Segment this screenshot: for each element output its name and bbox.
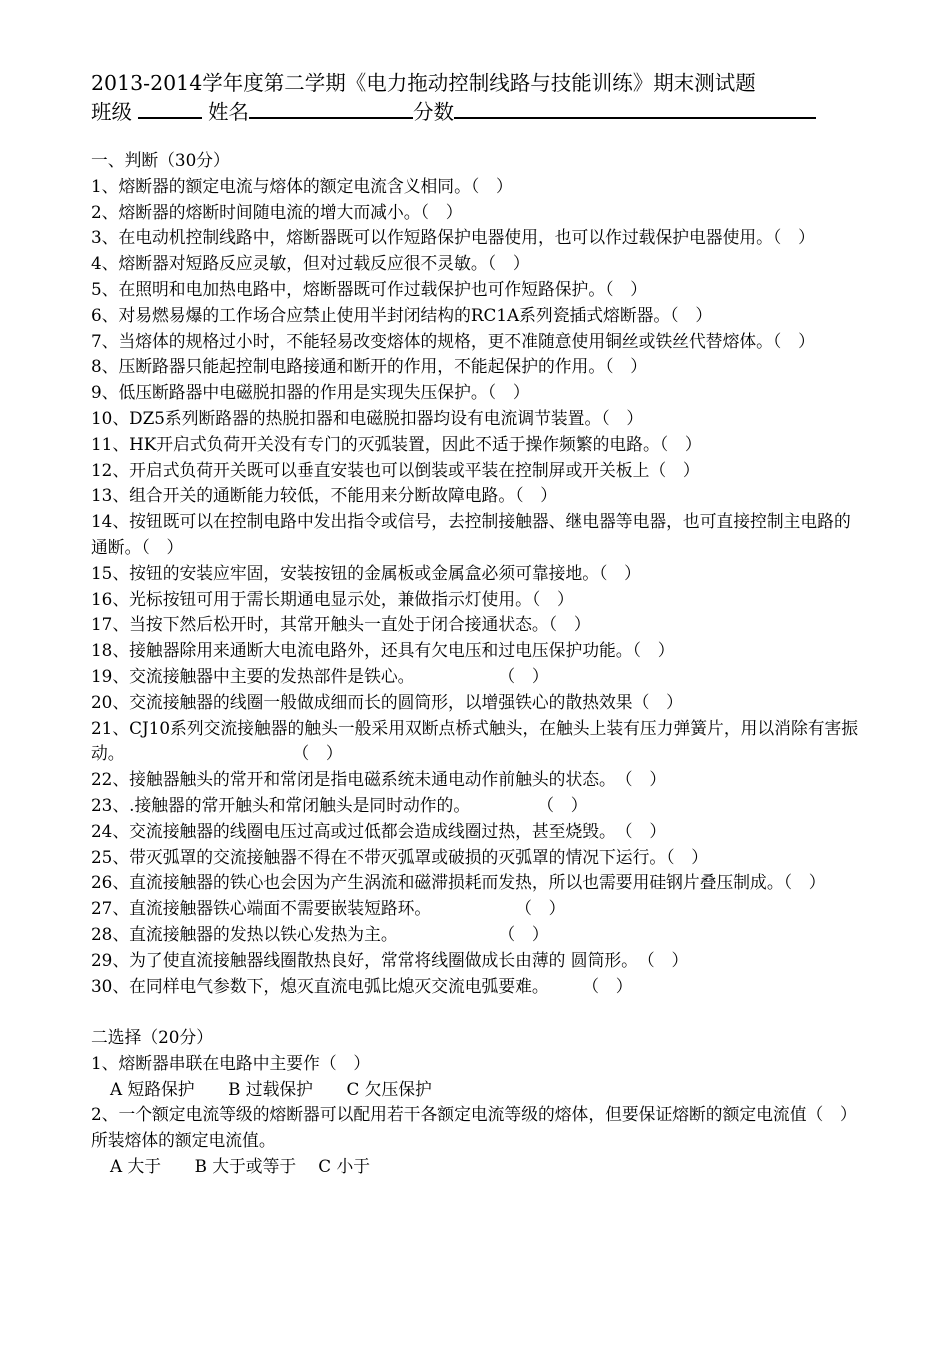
judgment-item: 6、对易燃易爆的工作场合应禁止使用半封闭结构的RC1A系列瓷插式熔断器。（ ） [91,304,713,325]
judgment-item: 9、低压断路器中电磁脱扣器的作用是实现失压保护。（ ） [91,382,530,403]
judgment-item: 16、光标按钮可用于需长期通电显示处，兼做指示灯使用。（ ） [91,588,574,609]
judgment-item: 23、.接触器的常开触头和常闭触头是同时动作的。 （ ） [91,794,588,815]
judgment-item: 14、按钮既可以在控制电路中发出指令或信号，去控制接触器、继电器等电器，也可直接控制主电路的通断。（ ） [91,511,851,557]
judgment-item: 27、直流接触器铁心端面不需要嵌装短路环。 （ ） [91,898,566,919]
judgment-item: 21、CJ10系列交流接触器的触头一般采用双断点桥式触头，在触头上装有压力弹簧片，用以消除有害振动。 （ ） [91,717,859,764]
exam-title: 2013-2014学年度第二学期《电力拖动控制线路与技能训练》期末测试题 [91,71,756,95]
section-heading-judgment: 一、判断（30分） [91,150,230,170]
judgment-item: 10、DZ5系列断路器的热脱扣器和电磁脱扣器均设有电流调节装置。（ ） [91,407,644,428]
judgment-item: 7、当熔体的规格过小时，不能轻易改变熔体的规格，更不准随意使用铜丝或铁丝代替熔体。（ ） [91,330,815,351]
judgment-item: 5、在照明和电加热电路中，熔断器既可作过载保护也可作短路保护。（ ） [91,278,648,299]
judgment-item: 13、组合开关的通断能力较低，不能用来分断故障电路。（ ） [91,485,558,506]
class-blank[interactable] [138,96,202,119]
judgment-item: 15、按钮的安装应牢固，安装按钮的金属板或金属盒必须可靠接地。（ ） [91,562,641,583]
judgment-item: 25、带灭弧罩的交流接触器不得在不带灭弧罩或破损的灭弧罩的情况下运行。（ ） [91,846,709,867]
score-label: 分数 [413,100,454,124]
judgment-item: 28、直流接触器的发热以铁心发热为主。 （ ） [91,923,549,944]
judgment-item: 11、HK开启式负荷开关没有专门的灭弧装置，因此不适于操作频繁的电路。（ ） [91,433,702,454]
judgment-item: 22、接触器触头的常开和常闭是指电磁系统未通电动作前触头的状态。 （ ） [91,769,667,790]
choice-options-1: A 短路保护 B 过载保护 C 欠压保护 [110,1078,432,1099]
exam-header [91,70,871,122]
class-label: 班级 [91,100,132,124]
judgment-item: 1、熔断器的额定电流与熔体的额定电流含义相同。（ ） [91,175,513,196]
choice-options-2: A 大于 B 大于或等于 C 小于 [110,1156,371,1177]
judgment-item: 30、在同样电气参数下，熄灭直流电弧比熄灭交流电弧要难。 （ ） [91,975,633,996]
student-info-line [91,96,871,122]
judgment-item: 3、在电动机控制线路中，熔断器既可以作短路保护电器使用，也可以作过载保护电器使用。（ ） [91,227,815,248]
judgment-item: 24、交流接触器的线圈电压过高或过低都会造成线圈过热，甚至烧毁。 （ ） [91,820,667,841]
judgment-item: 2、熔断器的熔断时间随电流的增大而减小。（ ） [91,201,463,222]
section-spacer [91,999,867,1025]
judgment-item: 18、接触器除用来通断大电流电路外，还具有欠电压和过电压保护功能。（ ） [91,640,675,661]
section-heading-choice: 二选择（20分） [91,1027,214,1048]
name-label: 姓名 [208,100,249,124]
name-blank[interactable] [249,96,413,119]
exam-body [91,148,867,1180]
judgment-item: 4、熔断器对短路反应灵敏，但对过载反应很不灵敏。（ ） [91,253,530,274]
judgment-item: 19、交流接触器中主要的发热部件是铁心。 （ ） [91,665,549,686]
judgment-item: 26、直流接触器的铁心也会因为产生涡流和磁滞损耗而发热，所以也需要用硅钢片叠压制成。（ ） [91,872,826,893]
judgment-item: 8、压断路器只能起控制电路接通和断开的作用，不能起保护的作用。（ ） [91,356,648,377]
judgment-item: 17、当按下然后松开时，其常开触头一直处于闭合接通状态。（ ） [91,614,591,635]
judgment-item: 20、交流接触器的线圈一般做成细而长的圆筒形，以增强铁心的散热效果（ ） [91,691,683,712]
choice-question-2: 2、一个额定电流等级的熔断器可以配用若干各额定电流等级的熔体，但要保证熔断的额定电流值（ ）所装熔体的额定电流值。 [91,1104,857,1151]
judgment-item: 29、为了使直流接触器线圈散热良好，常常将线圈做成长由薄的 圆筒形。 （ ） [91,949,689,970]
choice-question-1: 1、熔断器串联在电路中主要作（ ） [91,1052,371,1073]
judgment-item: 12、开启式负荷开关既可以垂直安装也可以倒装或平装在控制屏或开关板上（ ） [91,459,700,480]
score-blank[interactable] [454,96,816,119]
